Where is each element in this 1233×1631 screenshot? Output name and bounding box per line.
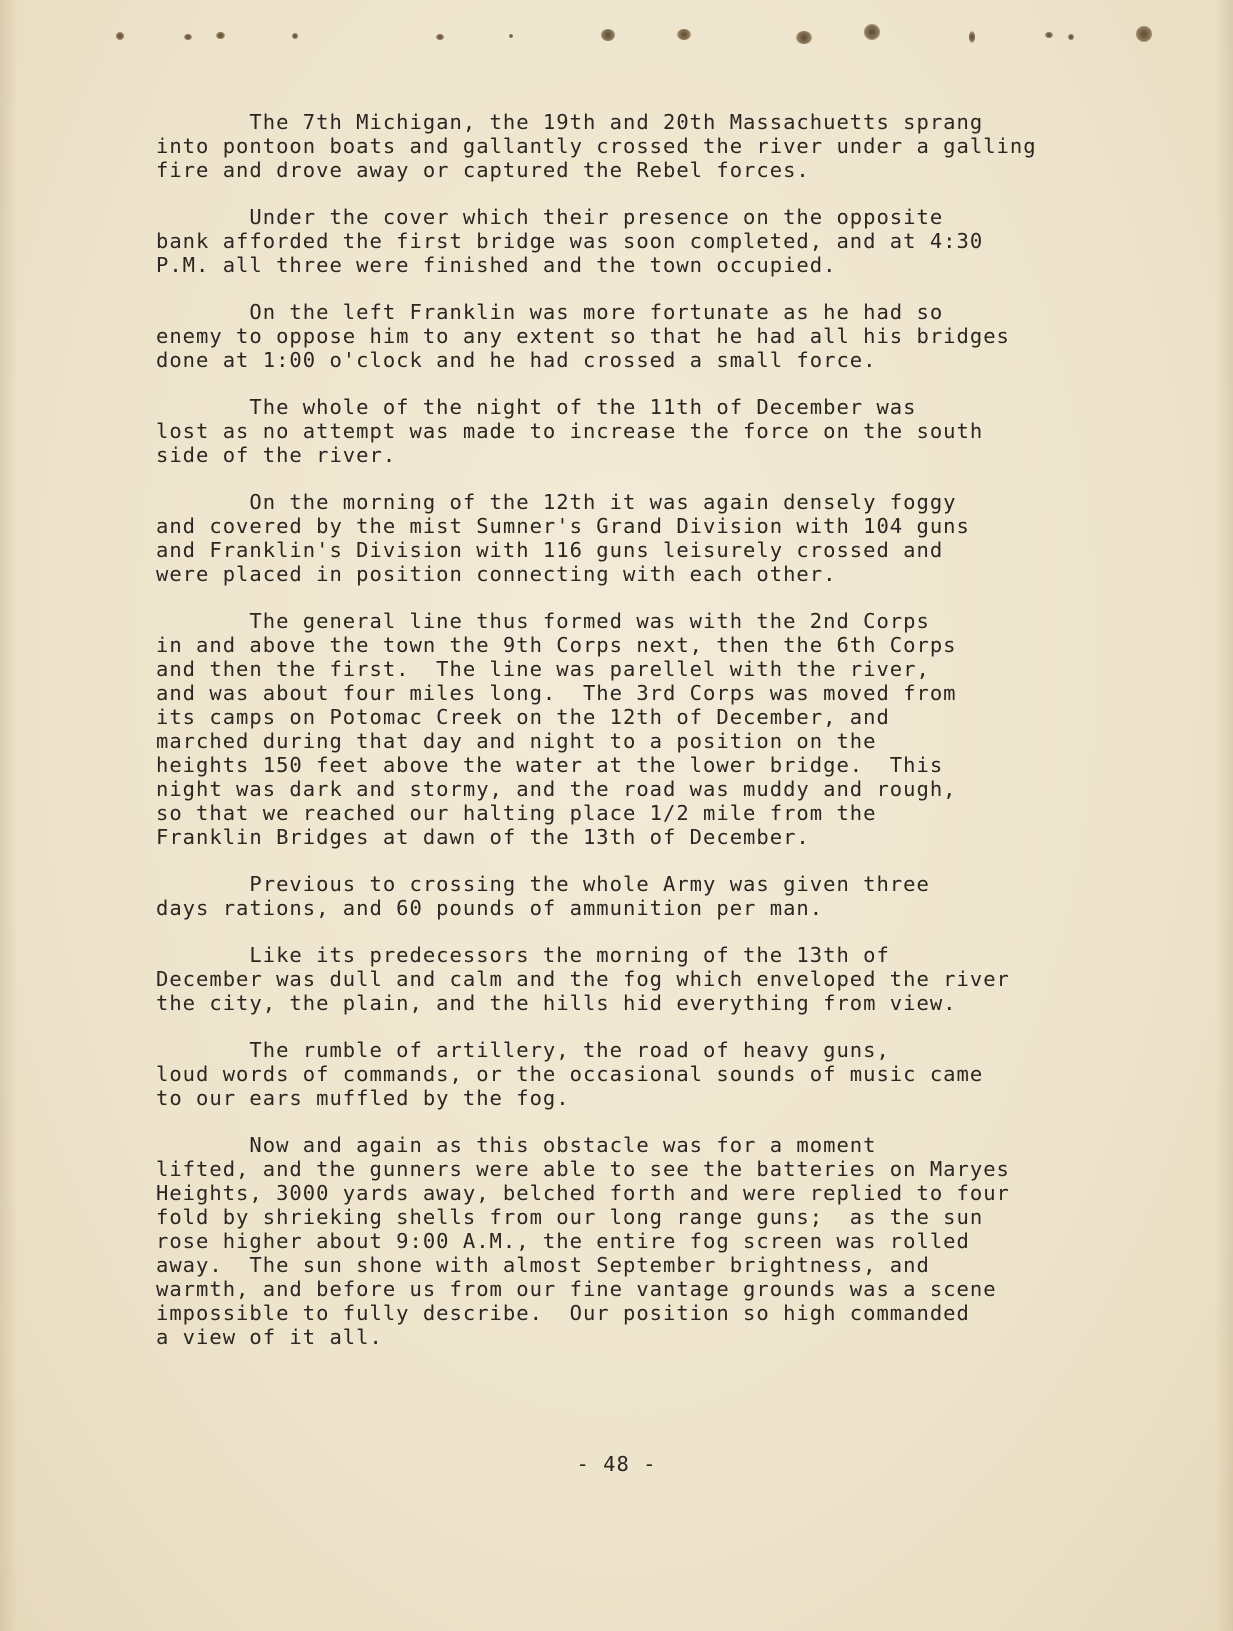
paragraph	[156, 872, 1156, 920]
paragraph	[156, 943, 1156, 1015]
text-line: into pontoon boats and gallantly crossed the river under a galling	[156, 134, 1037, 158]
text-line: and was about four miles long. The 3rd Corps was moved from	[156, 681, 957, 705]
text-line: to our ears muffled by the fog.	[156, 1086, 570, 1110]
text-line: marched during that day and night to a position on the	[156, 729, 877, 753]
page-edge-left	[0, 0, 18, 1631]
text-line: On the left Franklin was more fortunate as he had so	[156, 300, 944, 324]
paragraph	[156, 110, 1156, 182]
punch-hole	[509, 34, 513, 38]
text-line: heights 150 feet above the water at the lower bridge. This	[156, 753, 944, 777]
text-line: the city, the plain, and the hills hid everything from view.	[156, 991, 957, 1015]
text-line: Like its predecessors the morning of the 13th of	[156, 943, 890, 967]
page-number: - 48 -	[576, 1452, 657, 1476]
paragraph	[156, 609, 1156, 849]
paragraph	[156, 490, 1156, 586]
text-line: fold by shrieking shells from our long range guns; as the sun	[156, 1205, 984, 1229]
punch-hole	[1045, 32, 1053, 38]
text-line: lifted, and the gunners were able to see the batteries on Maryes	[156, 1157, 1010, 1181]
paragraph	[156, 205, 1156, 277]
text-line: and covered by the mist Sumner's Grand Division with 104 guns	[156, 514, 970, 538]
page-edge-right	[1215, 0, 1233, 1631]
text-line: Previous to crossing the whole Army was given three	[156, 872, 930, 896]
punch-holes	[0, 22, 1233, 52]
text-line: so that we reached our halting place 1/2 mile from the	[156, 801, 877, 825]
punch-hole	[1136, 26, 1152, 42]
text-line: enemy to oppose him to any extent so that he had all his bridges	[156, 324, 1010, 348]
text-line: Franklin Bridges at dawn of the 13th of December.	[156, 825, 810, 849]
text-line: warmth, and before us from our fine vantage grounds was a scene	[156, 1277, 997, 1301]
text-line: Now and again as this obstacle was for a moment	[156, 1133, 877, 1157]
text-line: done at 1:00 o'clock and he had crossed a small force.	[156, 348, 877, 372]
text-line: bank afforded the first bridge was soon completed, and at 4:30	[156, 229, 984, 253]
text-line: night was dark and stormy, and the road was muddy and rough,	[156, 777, 957, 801]
punch-hole	[864, 24, 880, 40]
text-line: loud words of commands, or the occasional sounds of music came	[156, 1062, 984, 1086]
punch-hole	[1068, 34, 1074, 40]
text-line: away. The sun shone with almost September brightness, and	[156, 1253, 930, 1277]
punch-hole	[969, 31, 975, 43]
text-line: The whole of the night of the 11th of December was	[156, 395, 917, 419]
document-body	[156, 110, 1156, 1372]
punch-hole	[601, 29, 615, 41]
punch-hole	[796, 31, 812, 44]
paragraph	[156, 1133, 1156, 1349]
text-line: rose higher about 9:00 A.M., the entire fog screen was rolled	[156, 1229, 970, 1253]
text-line: December was dull and calm and the fog which enveloped the river	[156, 967, 1010, 991]
punch-hole	[216, 32, 225, 39]
paragraph	[156, 1038, 1156, 1110]
text-line: side of the river.	[156, 443, 397, 467]
paragraph	[156, 395, 1156, 467]
text-line: On the morning of the 12th it was again densely foggy	[156, 490, 957, 514]
text-line: The 7th Michigan, the 19th and 20th Massachuetts sprang	[156, 110, 984, 134]
text-line: P.M. all three were finished and the town occupied.	[156, 253, 837, 277]
text-line: lost as no attempt was made to increase the force on the south	[156, 419, 984, 443]
paragraph	[156, 300, 1156, 372]
punch-hole	[184, 34, 192, 40]
text-line: The rumble of artillery, the road of heavy guns,	[156, 1038, 890, 1062]
text-line: a view of it all.	[156, 1325, 383, 1349]
text-line: and Franklin's Division with 116 guns leisurely crossed and	[156, 538, 944, 562]
text-line: Heights, 3000 yards away, belched forth and were replied to four	[156, 1181, 1010, 1205]
text-line: impossible to fully describe. Our position so high commanded	[156, 1301, 970, 1325]
text-line: Under the cover which their presence on the opposite	[156, 205, 944, 229]
text-line: fire and drove away or captured the Rebel forces.	[156, 158, 810, 182]
text-line: were placed in position connecting with each other.	[156, 562, 837, 586]
text-line: in and above the town the 9th Corps next, then the 6th Corps	[156, 633, 957, 657]
text-line: The general line thus formed was with the 2nd Corps	[156, 609, 930, 633]
punch-hole	[292, 33, 298, 39]
text-line: days rations, and 60 pounds of ammunition per man.	[156, 896, 824, 920]
text-line: and then the first. The line was parellel with the river,	[156, 657, 930, 681]
punch-hole	[677, 29, 691, 40]
punch-hole	[436, 34, 444, 40]
text-line: its camps on Potomac Creek on the 12th of December, and	[156, 705, 890, 729]
punch-hole	[116, 32, 124, 40]
